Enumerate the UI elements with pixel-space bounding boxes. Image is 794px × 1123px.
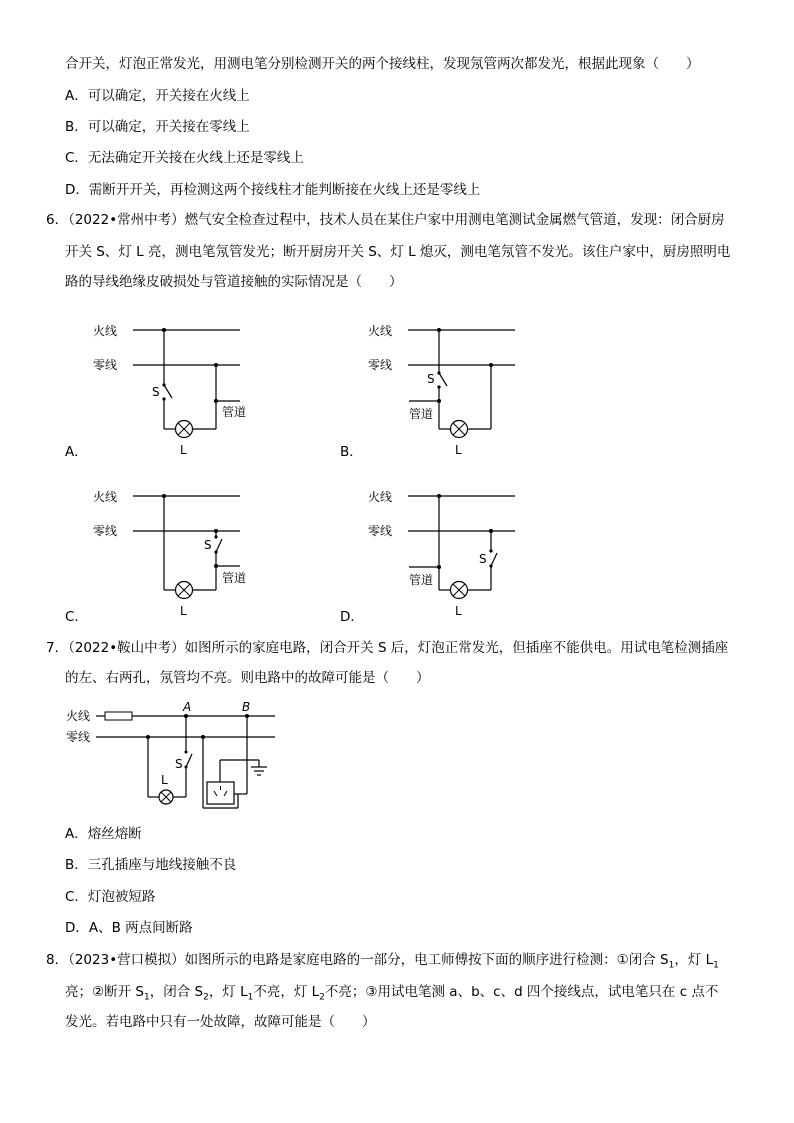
lamp-icon xyxy=(176,421,193,438)
pipe-label: 管道 xyxy=(409,573,434,587)
q5-option-d[interactable]: D．需断开开关，再检测这两个接线柱才能判断接在火线上还是零线上 xyxy=(65,182,481,198)
switch-label: S xyxy=(204,538,212,552)
q7-stem-line2: 的左、右两孔，氖管均不亮。则电路中的故障可能是（ ） xyxy=(65,670,430,686)
q6-circuit-a xyxy=(60,318,260,463)
switch-label: S xyxy=(152,385,160,399)
switch-s xyxy=(491,553,497,566)
q5-option-b[interactable]: B．可以确定，开关接在零线上 xyxy=(65,119,250,135)
q6-circuit-c xyxy=(60,484,260,629)
q7-circuit xyxy=(62,697,287,815)
point-a-label: A xyxy=(183,700,192,714)
q7-option-d[interactable]: D．A、B 两点间断路 xyxy=(65,920,193,936)
q8-stem-line3: 发光。若电路中只有一处故障，故障可能是（ ） xyxy=(65,1014,376,1030)
neutral-wire-label: 零线 xyxy=(93,358,118,372)
live-wire-label: 火线 xyxy=(93,490,118,504)
fuse-icon xyxy=(105,712,132,720)
lamp-label: L xyxy=(455,443,462,457)
ground-icon xyxy=(251,767,267,775)
live-wire-label: 火线 xyxy=(66,709,91,723)
q8-stem-line2: 亮；②断开 $S_1$，闭合 $S_2$，灯 $L_1$不亮，灯 $L_2$不亮；③用试电笔测 a、b、c、d 四个接线点，试电笔只在 c 点不 xyxy=(65,984,719,1003)
switch-label: S xyxy=(427,372,435,386)
live-wire-label: 火线 xyxy=(93,324,118,338)
q6-option-d[interactable]: D． xyxy=(340,609,364,625)
neutral-wire-label: 零线 xyxy=(93,524,118,538)
q5-option-a[interactable]: A．可以确定，开关接在火线上 xyxy=(65,88,250,104)
neutral-wire-label: 零线 xyxy=(368,358,393,372)
pipe-label: 管道 xyxy=(409,407,434,421)
q6-circuit-b xyxy=(335,318,535,463)
lamp-icon xyxy=(176,582,193,599)
switch-s xyxy=(164,385,172,398)
lamp-label: L xyxy=(180,443,187,457)
q6-stem-line2: 开关 S、灯 L 亮，测电笔氖管发光；断开厨房开关 S、灯 L 熄灭，测电笔氖管不发光。该住户家中，厨房照明电 xyxy=(65,244,731,260)
switch-label: S xyxy=(175,757,183,771)
live-wire-label: 火线 xyxy=(368,324,393,338)
lamp-icon xyxy=(451,421,468,438)
switch-s xyxy=(216,539,222,552)
socket-icon xyxy=(207,782,234,804)
neutral-wire-label: 零线 xyxy=(66,730,91,744)
q5-option-c[interactable]: C．无法确定开关接在火线上还是零线上 xyxy=(65,150,304,166)
lamp-icon xyxy=(451,582,468,599)
q6-option-c[interactable]: C． xyxy=(65,609,88,625)
lamp-label: L xyxy=(161,773,168,787)
q5-stem-continuation: 合开关，灯泡正常发光，用测电笔分别检测开关的两个接线柱，发现氖管两次都发光，根据此现象（ ） xyxy=(65,56,700,72)
q8-stem-line1: 8．（2023•营口模拟）如图所示的电路是家庭电路的一部分，电工师傅按下面的顺序进行检测：①闭合 $S_1$，灯 $L_1$ xyxy=(46,952,719,971)
pipe-label: 管道 xyxy=(222,405,247,419)
switch-s xyxy=(439,373,447,386)
point-b-label: B xyxy=(242,700,251,714)
switch-label: S xyxy=(479,552,487,566)
q7-option-a[interactable]: A．熔丝熔断 xyxy=(65,826,142,842)
live-wire-label: 火线 xyxy=(368,490,393,504)
q6-stem-line1: 6．（2022•常州中考）燃气安全检查过程中，技术人员在某住户家中用测电笔测试金属燃气管道，发现：闭合厨房 xyxy=(46,212,725,228)
switch-s xyxy=(186,754,192,767)
neutral-wire-label: 零线 xyxy=(368,524,393,538)
q6-stem-line3: 路的导线绝缘皮破损处与管道接触的实际情况是（ ） xyxy=(65,274,403,290)
pipe-label: 管道 xyxy=(222,571,247,585)
q7-option-b[interactable]: B．三孔插座与地线接触不良 xyxy=(65,857,237,873)
q7-stem-line1: 7．（2022•鞍山中考）如图所示的家庭电路，闭合开关 S 后，灯泡正常发光，但插座不能供电。用试电笔检测插座 xyxy=(46,640,729,656)
q7-option-c[interactable]: C．灯泡被短路 xyxy=(65,889,156,905)
lamp-label: L xyxy=(180,604,187,618)
lamp-icon xyxy=(159,790,173,804)
q6-option-b[interactable]: B． xyxy=(340,444,363,460)
q6-circuit-d xyxy=(335,484,535,629)
lamp-label: L xyxy=(455,604,462,618)
q6-option-a[interactable]: A． xyxy=(65,444,88,460)
